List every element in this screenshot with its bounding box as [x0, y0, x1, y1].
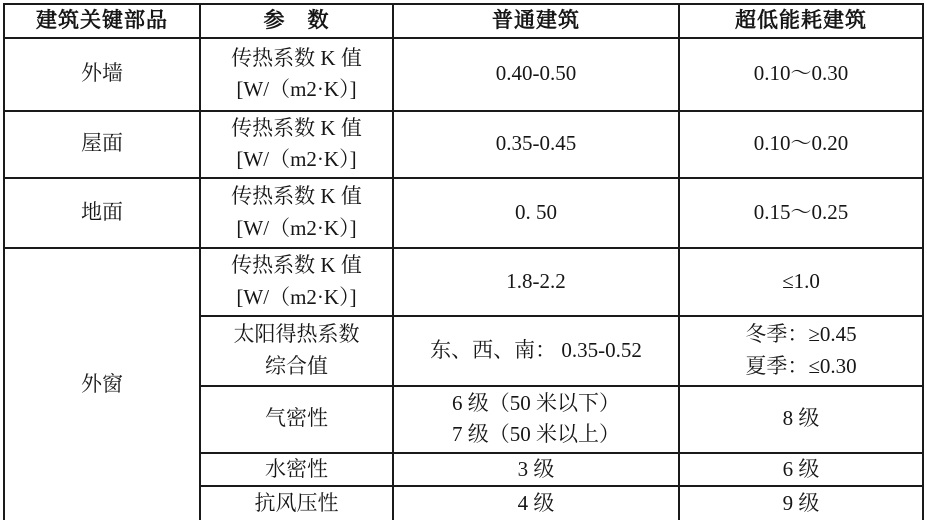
- col-header-ultra-low: 超低能耗建筑: [679, 4, 923, 38]
- table-row-window-k-value: [4, 248, 923, 316]
- table-row-wall: [4, 38, 923, 111]
- parameter-cell: [200, 111, 393, 178]
- header-row: [4, 4, 923, 38]
- ordinary-value-line1: 6 级（50 米以下）: [452, 390, 620, 415]
- parameter-cell: 气密性: [200, 386, 393, 453]
- ordinary-value-cell: 0.40-0.50: [393, 38, 679, 111]
- ordinary-value-cell: 4 级: [393, 486, 679, 520]
- parameter-line2: 综合值: [265, 353, 328, 378]
- parameter-line2: [W/（m2·K）]: [236, 147, 357, 171]
- ultra-low-value-cell: 6 级: [679, 453, 923, 487]
- parameter-cell: [200, 178, 393, 248]
- component-cell: 外墙: [4, 38, 200, 111]
- parameter-cell: [200, 38, 393, 111]
- ultra-low-value-cell: 8 级: [679, 386, 923, 453]
- component-cell-window: 外窗: [4, 248, 200, 520]
- ordinary-value-cell: 东、西、南： 0.35-0.52: [393, 316, 679, 386]
- ordinary-value-cell: 3 级: [393, 453, 679, 487]
- parameter-cell: [200, 316, 393, 386]
- ultra-low-value-cell: 9 级: [679, 486, 923, 520]
- ultra-low-value-cell: [679, 316, 923, 386]
- parameter-cell: [200, 248, 393, 316]
- parameter-line2: [W/（m2·K）]: [236, 284, 357, 309]
- table-row-ground: [4, 178, 923, 248]
- ultra-low-value-cell: ≤1.0: [679, 248, 923, 316]
- parameter-cell: 水密性: [200, 453, 393, 487]
- component-cell: 屋面: [4, 111, 200, 178]
- ultra-low-winter-line: 冬季：≥0.45: [745, 322, 857, 346]
- ordinary-value-line2: 7 级（50 米以上）: [452, 422, 620, 446]
- ultra-low-value-cell: 0.10～0.20: [679, 111, 923, 178]
- building-parameters-table: [3, 3, 924, 520]
- ordinary-value-cell: [393, 386, 679, 453]
- ordinary-value-cell: 0.35-0.45: [393, 111, 679, 178]
- parameter-line1: 太阳得热系数: [233, 322, 360, 346]
- col-header-parameter: 参 数: [200, 4, 393, 38]
- col-header-component: 建筑关键部品: [4, 4, 200, 38]
- component-cell: 地面: [4, 178, 200, 248]
- ultra-low-value-cell: 0.10～0.30: [679, 38, 923, 111]
- parameter-line1: 传热系数 K 值: [231, 115, 362, 140]
- parameter-line1: 传热系数 K 值: [231, 45, 362, 70]
- ultra-low-summer-line: 夏季：≤0.30: [745, 353, 857, 378]
- parameter-cell: 抗风压性: [200, 486, 393, 520]
- ultra-low-value-cell: 0.15～0.25: [679, 178, 923, 248]
- col-header-ordinary: 普通建筑: [393, 4, 679, 38]
- parameter-line2: [W/（m2·K）]: [236, 215, 357, 240]
- table-row-roof: [4, 111, 923, 178]
- ordinary-value-cell: 0. 50: [393, 178, 679, 248]
- parameter-line1: 传热系数 K 值: [231, 253, 362, 277]
- parameter-line2: [W/（m2·K）]: [236, 77, 357, 101]
- parameter-line1: 传热系数 K 值: [231, 184, 362, 208]
- ordinary-value-cell: 1.8-2.2: [393, 248, 679, 316]
